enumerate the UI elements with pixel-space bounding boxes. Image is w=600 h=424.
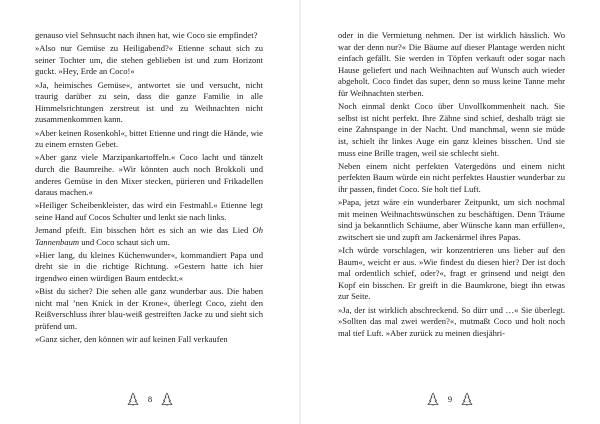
text-run: genauso viel Sehnsucht nach ihnen hat, wie Coco sie empfindet? [35,30,258,40]
text-run: »Hier lang, du kleines Küchenwunder«, kommandiert Papa und dreht sie in die richtige Richtung. »Gestern hatte ich hier irgendwo einen würdigen Baum entdeckt.« [35,249,263,284]
text-run: oder in die Vermietung nehmen. Der ist wirklich hässlich. Wo war der denn nur?« Die Bäume auf dieser Plantage werden nicht einfach gefällt. Sie werden in Töpfen verkauft oder sogar nach Hause geliefert und nach Weihnachten auf Wunsch auch wieder abgeholt. Coco findet das super, denn so muss keine Tanne mehr für Weihnachten sterben. [338,30,565,98]
paragraph [35,30,263,42]
text-run: und Coco schaut sich um. [79,236,170,247]
christmas-tree-icon [160,392,174,406]
christmas-tree-icon [426,392,440,406]
text-run: »Ja, heimisches Gemüse«, antwortet sie und versucht, nicht traurig darüber zu sein, dass die ganze Familie in alle Himmelsrichtungen zerstreut ist und zu Weihnachten nicht zusammenkommen kann. [35,79,263,125]
left-page-text [35,30,263,347]
text-run: Jemand pfeift. Ein bisschen hört es sich an wie das Lied [35,225,253,236]
paragraph [35,225,263,248]
text-run: »Papa, jetzt wäre ein wunderbarer Zeitpunkt, um sich nochmal mit meinen Weihnachtswünschen zu beschäftigen. Denn Träume sind ja bekanntlich Schäume, aber Wünsche kann man erfüllen«, zwitschert sie und zupft am Jackenärmel ihres Papas. [338,197,565,242]
left-page-footer [0,391,300,411]
paragraph [338,197,565,243]
text-run: Neben einem nicht perfekten Vatergedöns und einem nicht perfekten Baum würde ein nicht perfektes Haustier wunderbar zu ihr passen, findet Coco. Sie holt tief Luft. [338,160,565,194]
paragraph [35,43,263,78]
text-run: »Bist du sicher? Die sehen alle ganz wunderbar aus. Die haben nicht mal ’nen Knick in der Krone«, überlegt Coco, zieht den Reißverschluss ihrer blau-weiß gestreiften Jacke zu und sieht sich prüfend um. [35,286,263,331]
paragraph [35,128,263,151]
text-run: »Also nur Gemüse zu Heiligabend?« Etienne schaut sich zu seiner Tochter um, die stehen geblieben ist und zum Horizont guckt. »Hey, Erde an Coco!« [35,43,263,77]
paragraph [338,30,565,100]
paragraph [35,334,263,346]
text-run: »Aber ganz viele Marzipankartoffeln.« Coco lacht und tänzelt durch die Baumreihe. »Wir könnten auch noch Brokkoli und anderes Gemüse in den Mixer stecken, pürieren und Frikadellen daraus machen.« [35,152,263,198]
text-run: »Ich würde vorschlagen, wir konzentrieren uns lieber auf den Baum«, weicht er aus. »Wie findest du diesen hier? Der ist doch mal ordentlich schief, oder?«, fragt er grinsend und neigt den Kopf ein bisschen. Er greift in die Baumkrone, biegt ihn etwas zur Seite. [338,245,565,302]
paragraph [338,101,565,159]
right-page-text [338,30,565,341]
christmas-tree-icon [126,392,140,406]
italic-title: Oh Tannenbaum [35,225,263,247]
text-run: »Ja, der ist wirklich abschreckend. So dürr und …« Sie überlegt. »Sollten das mal zwei werden?«, mutmaßt Coco und holt noch mal tief Luft. »Aber zurück zu meinen diesjähri- [338,304,565,338]
text-run: »Aber keinen Rosenkohl«, bittet Etienne und ringt die Hände, wie zu einem ernsten Gebet. [35,127,263,150]
christmas-tree-icon [460,392,474,406]
right-page-footer [300,391,600,411]
paragraph [35,250,263,285]
paragraph [338,161,565,196]
paragraph [35,152,263,198]
right-page-number: 9 [447,394,453,404]
paragraph [338,305,565,340]
right-page [300,0,600,424]
paragraph [35,286,263,332]
paragraph [35,200,263,223]
text-run: »Heiliger Scheibenkleister, das wird ein Festmahl.« Etienne legt seine Hand auf Cocos Schulter und lenkt sie nach links. [35,200,263,222]
text-run: »Ganz sicher, den können wir auf keinen Fall verkaufen [35,334,228,345]
paragraph [338,245,565,303]
paragraph [35,80,263,126]
text-run: Noch einmal denkt Coco über Unvollkommenheit nach. Sie selbst ist nicht perfekt. Ihre Zähne sind schief, deshalb trägt sie eine Zahnspange in der Nacht. Und manchmal, wenn sie müde ist, schielt ihr linkes Auge ein ganz kleines bisschen. Und sie muss eine Brille tragen, weil sie schlecht sieht. [338,101,565,158]
left-page-number: 8 [147,394,153,404]
